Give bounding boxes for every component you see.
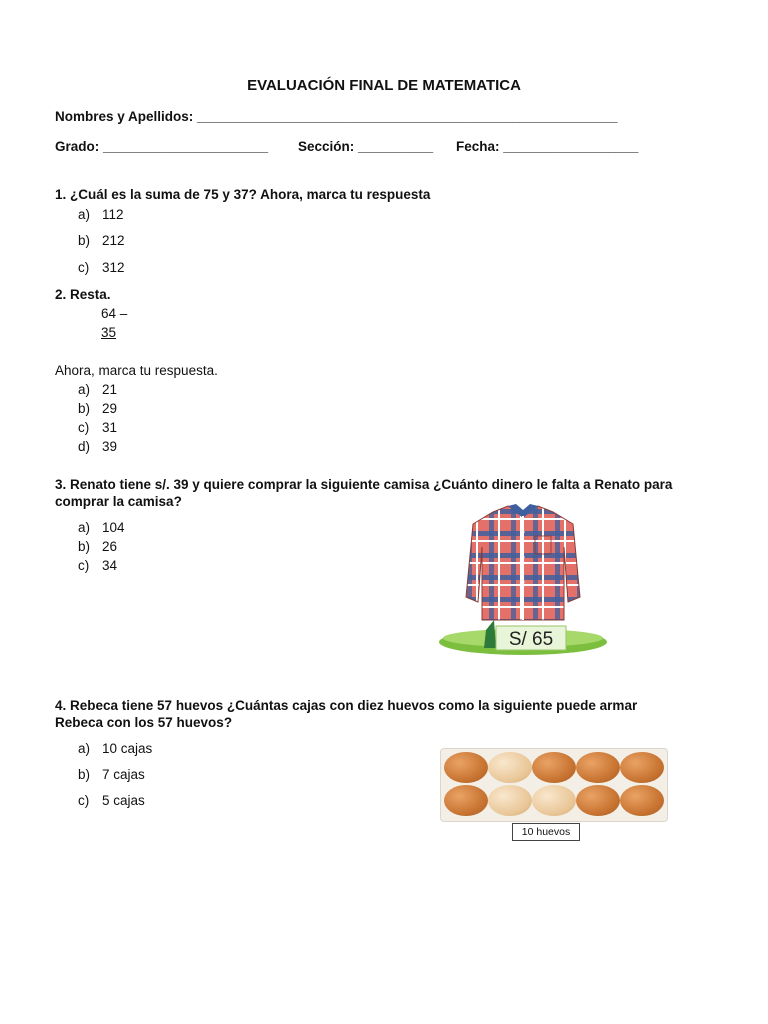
question-2-text: 2. Resta. [55, 287, 111, 302]
q4-option-c[interactable] [78, 793, 145, 808]
egg [532, 785, 576, 816]
option-letter: a) [78, 741, 91, 756]
egg [620, 752, 664, 783]
option-letter: c) [78, 420, 90, 435]
option-text: 10 cajas [102, 741, 153, 756]
egg [576, 752, 620, 783]
option-text: 26 [102, 539, 118, 554]
q2-option-d[interactable] [78, 439, 117, 454]
option-letter: d) [78, 439, 91, 454]
option-text: 31 [102, 420, 118, 435]
option-letter: a) [78, 520, 91, 535]
carton-label: 10 huevos [512, 823, 580, 841]
option-text: 104 [102, 520, 125, 535]
option-letter: a) [78, 382, 91, 397]
option-letter: c) [78, 793, 90, 808]
option-letter: c) [78, 558, 90, 573]
subtraction-minuend: 64 – [101, 306, 128, 321]
egg [488, 752, 532, 783]
option-text: 7 cajas [102, 767, 145, 782]
q3-option-c[interactable] [78, 558, 117, 573]
option-text: 5 cajas [102, 793, 145, 808]
question-1-text: 1. ¿Cuál es la suma de 75 y 37? Ahora, marca tu respuesta [55, 187, 431, 202]
option-letter: c) [78, 260, 90, 275]
names-field[interactable]: Nombres y Apellidos: ________________________________________________________ [55, 109, 618, 124]
question-4-text-line1: 4. Rebeca tiene 57 huevos ¿Cuántas cajas con diez huevos como la siguiente puede armar [55, 698, 638, 713]
option-letter: b) [78, 767, 91, 782]
q3-option-b[interactable] [78, 539, 117, 554]
egg [444, 785, 488, 816]
q1-option-a[interactable] [78, 207, 124, 222]
question-3-text-line1: 3. Renato tiene s/. 39 y quiere comprar la siguiente camisa ¿Cuánto dinero le falta a Renato para [55, 477, 673, 492]
option-letter: a) [78, 207, 91, 222]
q4-option-a[interactable] [78, 741, 152, 756]
egg-carton-image [440, 748, 668, 822]
q2-prompt: Ahora, marca tu respuesta. [55, 363, 218, 378]
option-letter: b) [78, 401, 91, 416]
option-text: 212 [102, 233, 125, 248]
option-text: 39 [102, 439, 118, 454]
q3-option-a[interactable] [78, 520, 125, 535]
q4-option-b[interactable] [78, 767, 145, 782]
option-letter: b) [78, 539, 91, 554]
q1-option-c[interactable] [78, 260, 125, 275]
option-text: 34 [102, 558, 118, 573]
egg [620, 785, 664, 816]
section-field[interactable]: Sección: __________ [298, 139, 434, 154]
price-tag-text: S/ 65 [508, 629, 554, 650]
egg [444, 752, 488, 783]
shirt-image [438, 502, 608, 657]
question-4-text-line2: Rebeca con los 57 huevos? [55, 715, 233, 730]
page-title: EVALUACIÓN FINAL DE MATEMATICA [247, 77, 521, 94]
date-field[interactable]: Fecha: __________________ [456, 139, 639, 154]
egg [488, 785, 532, 816]
q1-option-b[interactable] [78, 233, 125, 248]
q2-option-b[interactable] [78, 401, 117, 416]
subtraction-subtrahend: 35 [101, 325, 117, 340]
option-text: 312 [102, 260, 125, 275]
grade-field[interactable]: Grado: ______________________ [55, 139, 269, 154]
q2-option-a[interactable] [78, 382, 117, 397]
option-text: 29 [102, 401, 118, 416]
option-text: 21 [102, 382, 118, 397]
egg [576, 785, 620, 816]
egg [532, 752, 576, 783]
option-text: 112 [102, 207, 124, 222]
question-3-text-line2: comprar la camisa? [55, 494, 182, 509]
q2-option-c[interactable] [78, 420, 117, 435]
option-letter: b) [78, 233, 91, 248]
